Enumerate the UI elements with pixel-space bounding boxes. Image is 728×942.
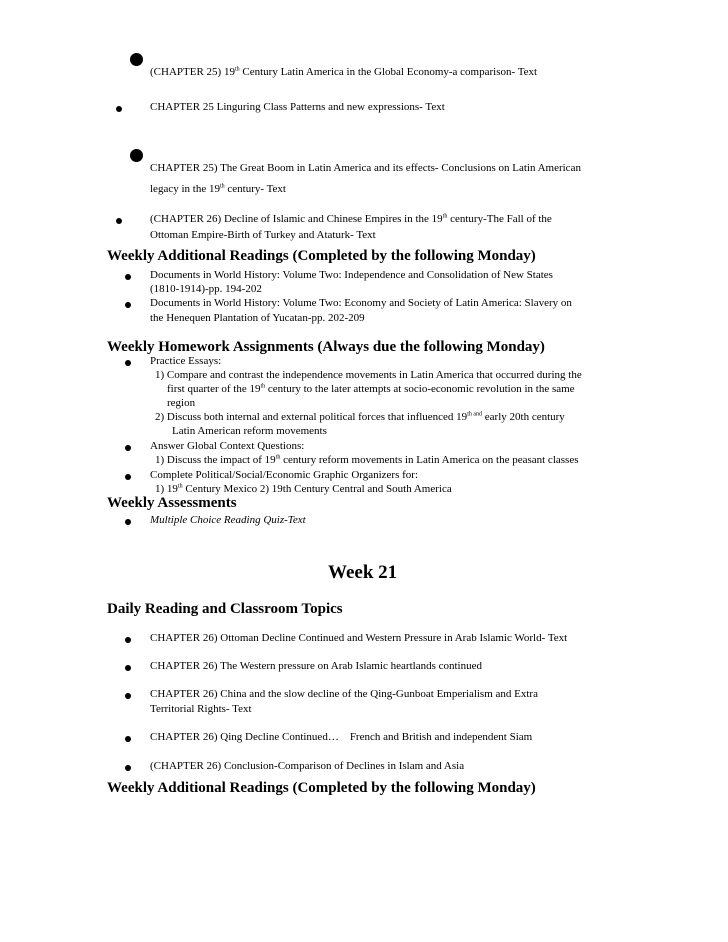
bullet-icon [125,302,131,308]
bullet-icon [125,474,131,480]
bullet-icon [125,360,131,366]
essay-prompt: 2) Discuss both internal and external political forces that influenced $19^{th and}$ early 20th century [155,411,565,423]
reading-item-continued: (1810-1914)-pp. 194-202 [150,283,262,295]
topic-item: (CHAPTER 25) 19th Century Latin America in the Global Economy-a comparison- Text [150,66,538,78]
topic-item: CHAPTER 25) The Great Boom in Latin America and its effects- Conclusions on Latin American [150,162,581,174]
topic-item: CHAPTER 26) The Western pressure on Arab Islamic heartlands continued [150,660,482,672]
graphic-organizer-label: Complete Political/Social/Economic Graphic Organizers for: [150,469,419,481]
bullet-icon [116,218,122,224]
topic-item-continued: legacy in the 19th century- Text [150,183,286,195]
large-bullet-icon [130,53,143,66]
large-bullet-icon [130,149,143,162]
topic-item: (CHAPTER 26) Conclusion-Comparison of Declines in Islam and Asia [150,760,465,772]
topic-item-continued: Ottoman Empire-Birth of Turkey and Ataturk- Text [150,229,376,241]
graphic-organizer-item: 1) 19th Century Mexico 2) 19th Century Central and South America [155,483,452,495]
assessment-item: Multiple Choice Reading Quiz-Text [150,514,306,526]
homework-heading: Weekly Homework Assignments (Always due the following Monday) [107,339,545,355]
practice-essays-label: Practice Essays: [150,355,222,367]
bullet-icon [125,445,131,451]
assessments-heading: Weekly Assessments [107,495,237,511]
topic-item: (CHAPTER 26) Decline of Islamic and Chinese Empires in the 19th century-The Fall of the [150,213,552,225]
essay-prompt-continued: first quarter of the 19th century to the later attempts at socio-economic revolution in the same [167,383,575,395]
readings-heading: Weekly Additional Readings (Completed by the following Monday) [107,248,536,264]
topic-item: CHAPTER 26) Qing Decline Continued… French and British and independent Siam [150,731,533,743]
bullet-icon [125,274,131,280]
essay-prompt: 1) Compare and contrast the independence movements in Latin America that occurred during the [155,369,582,381]
reading-item-continued: the Henequen Plantation of Yucatan-pp. 202-209 [150,312,365,324]
topic-item-continued: Territorial Rights- Text [150,703,252,715]
bullet-icon [125,765,131,771]
reading-item: Documents in World History: Volume Two: Independence and Consolidation of New States [150,269,553,281]
topic-item: CHAPTER 26) Ottoman Decline Continued and Western Pressure in Arab Islamic World- Text [150,632,568,644]
global-context-label: Answer Global Context Questions: [150,440,305,452]
essay-prompt-continued: Latin American reform movements [172,425,327,437]
week-title: Week 21 [328,562,398,583]
bullet-icon [125,665,131,671]
bullet-icon [125,519,131,525]
bullet-icon [116,106,122,112]
bullet-icon [125,736,131,742]
readings-heading: Weekly Additional Readings (Completed by the following Monday) [107,780,536,796]
global-context-question: 1) Discuss the impact of 19th century reform movements in Latin America on the peasant classes [155,454,579,466]
reading-item: Documents in World History: Volume Two: Economy and Society of Latin America: Slavery on [150,297,572,309]
bullet-icon [125,637,131,643]
daily-topics-heading: Daily Reading and Classroom Topics [107,601,343,617]
topic-item: CHAPTER 26) China and the slow decline of the Qing-Gunboat Emperialism and Extra [150,688,538,700]
essay-prompt-continued: region [167,397,196,409]
topic-item: CHAPTER 25 Linguring Class Patterns and new expressions- Text [150,101,445,113]
bullet-icon [125,693,131,699]
